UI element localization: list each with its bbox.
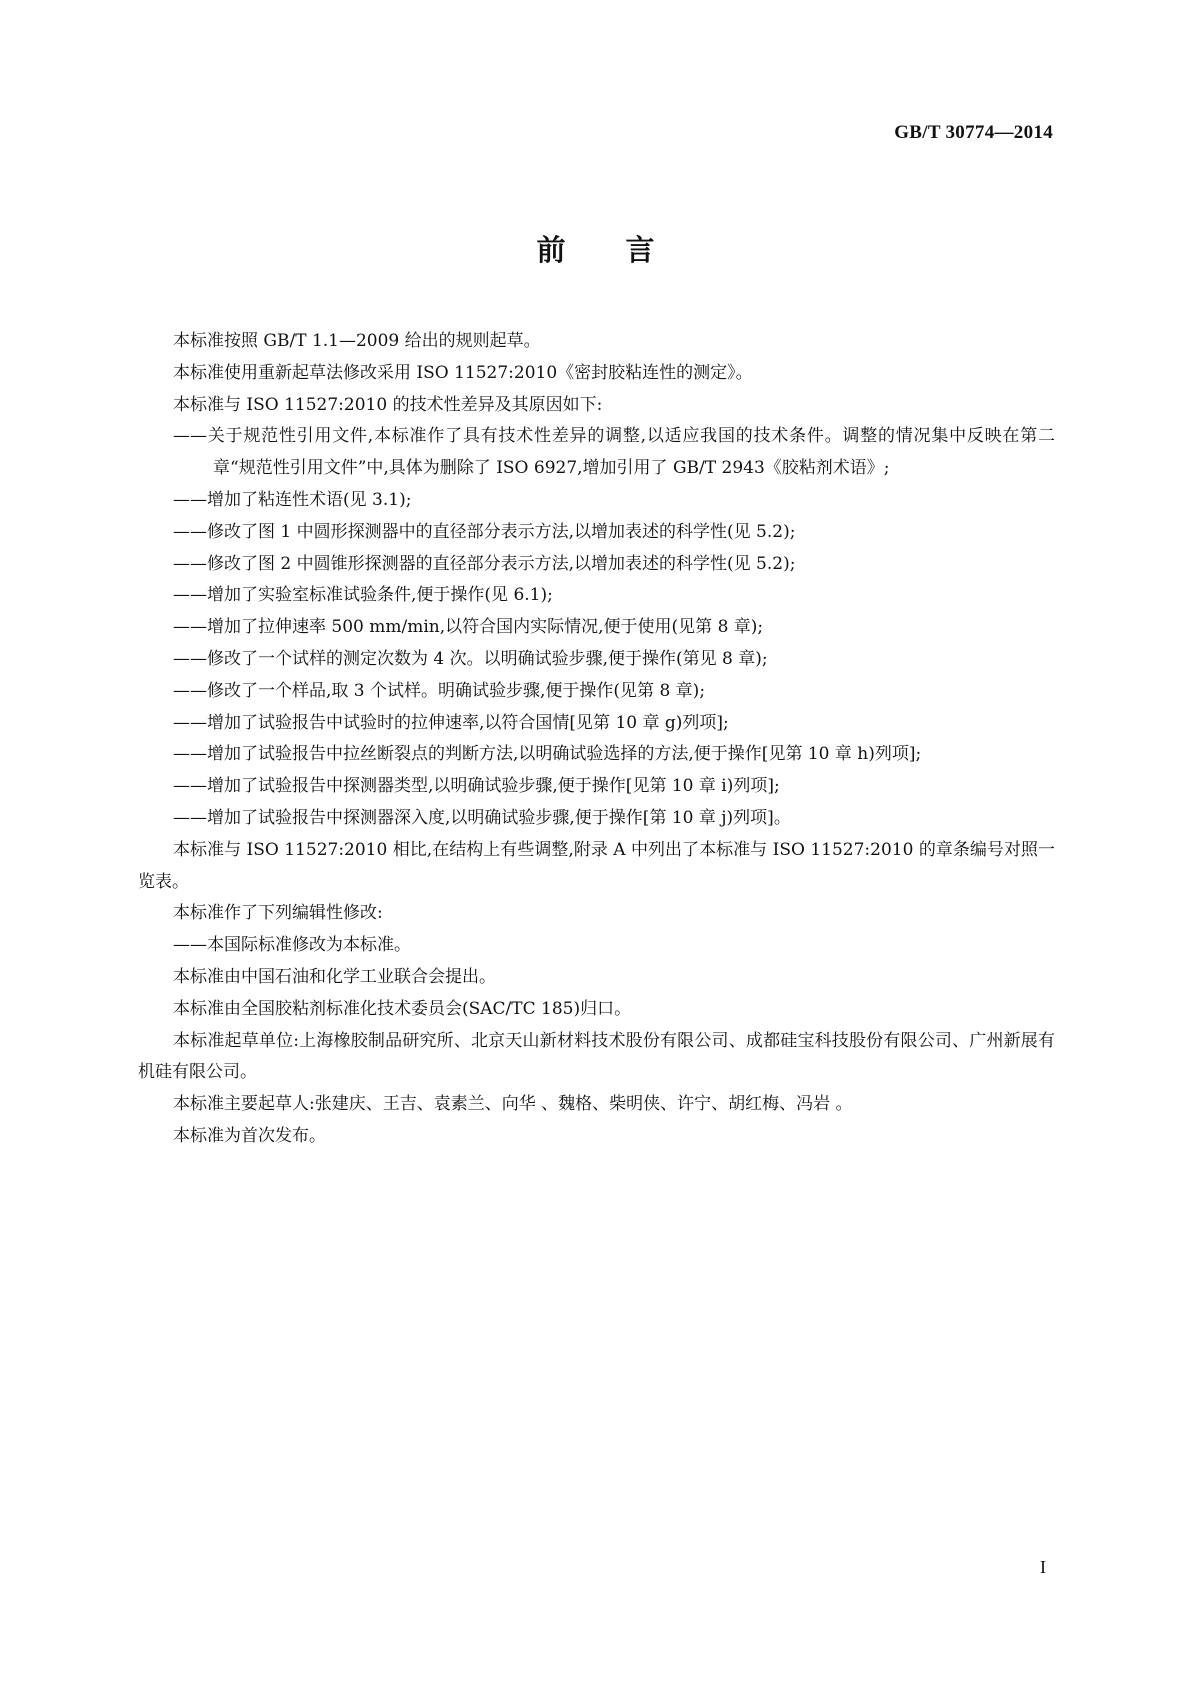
paragraph-editorial-intro: 本标准作了下列编辑性修改: bbox=[173, 903, 383, 924]
list-item: ——本国际标准修改为本标准。 bbox=[173, 935, 411, 956]
standard-code: GB/T 30774—2014 bbox=[894, 122, 1053, 143]
paragraph-drafting-units: 本标准起草单位:上海橡胶制品研究所、北京天山新材料技术股份有限公司、成都硅宝科技股份有限公司、广州新展有机硅有限公司。 bbox=[138, 1030, 1055, 1083]
page-number: I bbox=[1040, 1557, 1046, 1577]
list-item: ——修改了一个样品,取 3 个试样。明确试验步骤,便于操作(见第 8 章); bbox=[173, 680, 706, 701]
list-item: ——增加了试验报告中试验时的拉伸速率,以符合国情[见第 10 章 g)列项]; bbox=[173, 712, 729, 733]
list-item: ——增加了试验报告中探测器类型,以明确试验步骤,便于操作[见第 10 章 i)列项]; bbox=[173, 776, 780, 797]
paragraph-proposed-by: 本标准由中国石油和化学工业联合会提出。 bbox=[173, 966, 496, 987]
paragraph-differences-intro: 本标准与 ISO 11527:2010 的技术性差异及其原因如下: bbox=[173, 394, 603, 415]
page-title: 前言 bbox=[536, 233, 715, 267]
list-item: ——增加了粘连性术语(见 3.1); bbox=[173, 489, 412, 510]
paragraph-adoption: 本标准使用重新起草法修改采用 ISO 11527:2010《密封胶粘连性的测定》。 bbox=[173, 362, 753, 383]
list-item: ——修改了一个试样的测定次数为 4 次。以明确试验步骤,便于操作(第见 8 章); bbox=[173, 648, 768, 669]
paragraph-first-release: 本标准为首次发布。 bbox=[173, 1125, 326, 1146]
paragraph-under-jurisdiction: 本标准由全国胶粘剂标准化技术委员会(SAC/TC 185)归口。 bbox=[173, 998, 632, 1019]
list-item: ——增加了试验报告中拉丝断裂点的判断方法,以明确试验选择的方法,便于操作[见第 10 章 h)列项]; bbox=[173, 744, 922, 765]
list-item: ——修改了图 1 中圆形探测器中的直径部分表示方法,以增加表述的科学性(见 5.2); bbox=[173, 521, 796, 542]
list-item: ——增加了拉伸速率 500 mm/min,以符合国内实际情况,便于使用(见第 8 章); bbox=[173, 617, 764, 638]
paragraph-structure-changes: 本标准与 ISO 11527:2010 相比,在结构上有些调整,附录 A 中列出了本标准与 ISO 11527:2010 的章条编号对照一览表。 bbox=[138, 839, 1055, 892]
list-item: ——增加了实验室标准试验条件,便于操作(见 6.1); bbox=[173, 585, 553, 606]
list-item: ——修改了图 2 中圆锥形探测器的直径部分表示方法,以增加表述的科学性(见 5.2); bbox=[173, 553, 796, 574]
foreword-body bbox=[138, 326, 1055, 1153]
list-item: ——增加了试验报告中探测器深入度,以明确试验步骤,便于操作[第 10 章 j)列项]。 bbox=[173, 807, 791, 828]
list-item: ——关于规范性引用文件,本标准作了具有技术性差异的调整,以适应我国的技术条件。调整的情况集中反映在第二章“规范性引用文件”中,具体为删除了 ISO 6927,增加引用了 GB/T 2943《胶粘剂术语》; bbox=[173, 426, 1055, 479]
paragraph-drafters: 本标准主要起草人:张建庆、王吉、袁素兰、向华 、魏格、柴明侠、许宁、胡红梅、冯岩 。 bbox=[173, 1094, 853, 1115]
paragraph-drafting-rules: 本标准按照 GB/T 1.1—2009 给出的规则起草。 bbox=[173, 331, 541, 351]
